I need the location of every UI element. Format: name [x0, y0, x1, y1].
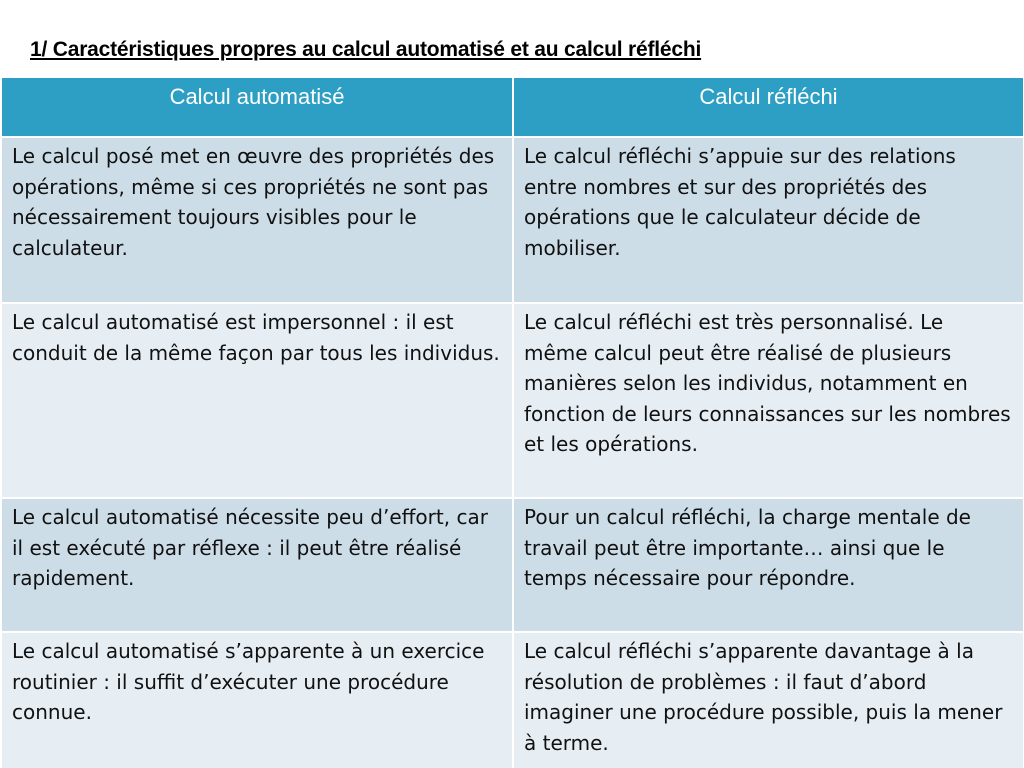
comparison-table	[0, 76, 1024, 768]
cell-reflechi-3: Pour un calcul réfléchi, la charge mentale de travail peut être importante… ainsi que le temps nécessaire pour répondre.	[513, 498, 1024, 632]
header-calcul-automatise: Calcul automatisé	[1, 77, 513, 137]
cell-reflechi-1: Le calcul réfléchi s’appuie sur des relations entre nombres et sur des propriétés des opérations que le calculateur décide de mobiliser.	[513, 137, 1024, 303]
cell-automatise-4: Le calcul automatisé s’apparente à un exercice routinier : il suffit d’exécuter une procédure connue.	[1, 632, 513, 768]
cell-automatise-1: Le calcul posé met en œuvre des propriétés des opérations, même si ces propriétés ne sont pas nécessairement toujours visibles pour le calculateur.	[1, 137, 513, 303]
table-row	[1, 498, 1024, 632]
cell-reflechi-4: Le calcul réfléchi s’apparente davantage à la résolution de problèmes : il faut d’abord imaginer une procédure possible, puis la mener à terme.	[513, 632, 1024, 768]
table-header-row	[1, 77, 1024, 137]
table-row	[1, 632, 1024, 768]
table-row	[1, 137, 1024, 303]
cell-automatise-3: Le calcul automatisé nécessite peu d’effort, car il est exécuté par réflexe : il peut être réalisé rapidement.	[1, 498, 513, 632]
header-calcul-reflechi: Calcul réfléchi	[513, 77, 1024, 137]
table-row	[1, 303, 1024, 498]
slide-title: 1/ Caractéristiques propres au calcul automatisé et au calcul réfléchi	[30, 38, 702, 61]
cell-reflechi-2: Le calcul réfléchi est très personnalisé. Le même calcul peut être réalisé de plusieurs manières selon les individus, notamment en fonction de leurs connaissances sur les nombres et les opérations.	[513, 303, 1024, 498]
cell-automatise-2: Le calcul automatisé est impersonnel : il est conduit de la même façon par tous les individus.	[1, 303, 513, 498]
